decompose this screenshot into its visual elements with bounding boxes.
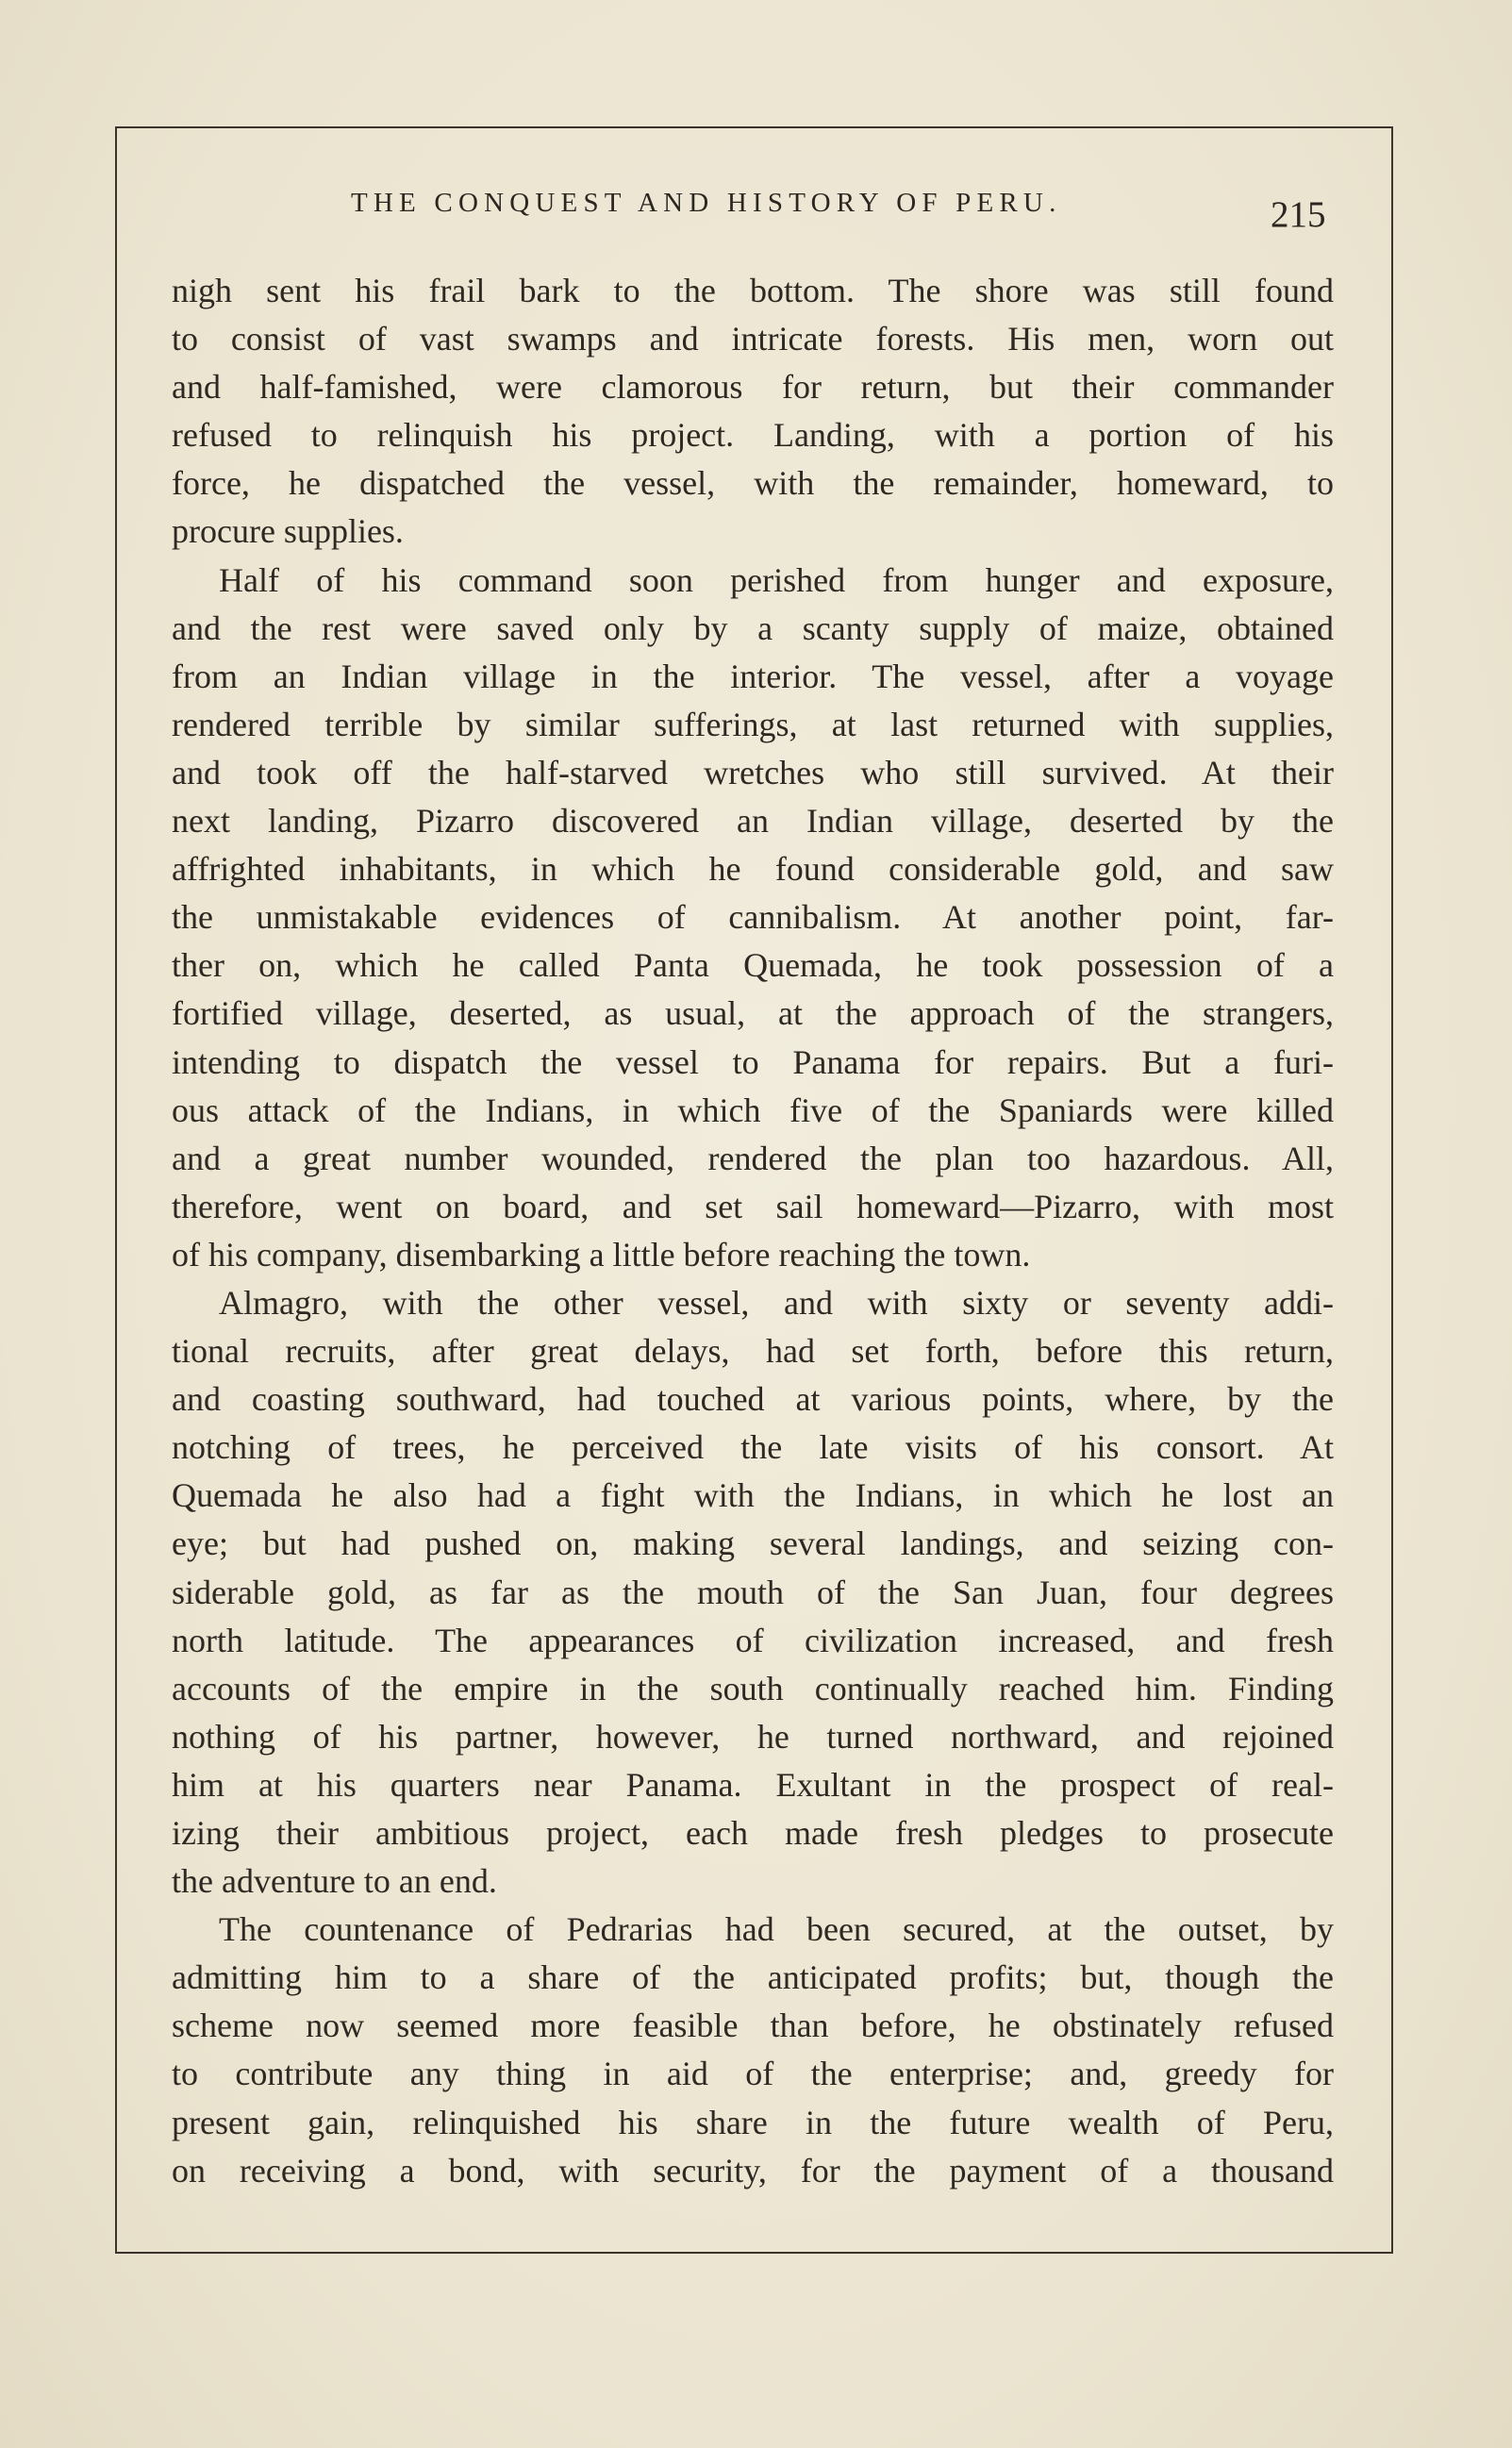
text-line: therefore, went on board, and set sail homeward—Pizarro, with most — [172, 1187, 1334, 1225]
text-line: affrighted inhabitants, in which he found considerable gold, and saw — [172, 850, 1334, 889]
text-line: and the rest were saved only by a scanty supply of maize, obtained — [172, 608, 1334, 647]
text-line: refused to relinquish his project. Landing, with a portion of his — [172, 416, 1334, 455]
paragraph-start-line: Almagro, with the other vessel, and with sixty or seventy addi- — [219, 1283, 1334, 1322]
text-line: nothing of his partner, however, he turned northward, and rejoined — [172, 1717, 1334, 1756]
text-line: ther on, which he called Panta Quemada, he took possession of a — [172, 946, 1334, 985]
text-line: next landing, Pizarro discovered an Indian village, deserted by the — [172, 802, 1334, 841]
text-line: siderable gold, as far as the mouth of the San Juan, four degrees — [172, 1573, 1334, 1611]
text-line: fortified village, deserted, as usual, at the approach of the strangers, — [172, 994, 1334, 1033]
text-line: accounts of the empire in the south continually reached him. Finding — [172, 1669, 1334, 1707]
text-line: the unmistakable evidences of cannibalism. At another point, far- — [172, 898, 1334, 937]
text-line: eye; but had pushed on, making several landings, and seizing con- — [172, 1524, 1334, 1563]
text-line: scheme now seemed more feasible than before, he obstinately refused — [172, 2007, 1334, 2045]
running-head — [0, 186, 1512, 233]
text-line: present gain, relinquished his share in the future wealth of Peru, — [172, 2103, 1334, 2141]
text-line: and half-famished, were clamorous for return, but their commander — [172, 368, 1334, 407]
text-line: procure supplies. — [172, 512, 404, 551]
text-line: Quemada he also had a fight with the Indians, in which he lost an — [172, 1476, 1334, 1515]
running-title: THE CONQUEST AND HISTORY OF PERU. — [351, 188, 1062, 218]
text-line: on receiving a bond, with security, for the payment of a thousand — [172, 2151, 1334, 2190]
text-line: of his company, disembarking a little before reaching the town. — [172, 1235, 1031, 1274]
text-line: notching of trees, he perceived the late visits of his consort. At — [172, 1428, 1334, 1467]
text-line: admitting him to a share of the anticipated profits; but, though the — [172, 1958, 1334, 1997]
body-text — [172, 267, 1334, 2195]
text-line: tional recruits, after great delays, had set forth, before this return, — [172, 1332, 1334, 1371]
text-line: izing their ambitious project, each made fresh pledges to prosecute — [172, 1814, 1334, 1852]
text-line: to consist of vast swamps and intricate forests. His men, worn out — [172, 320, 1334, 358]
text-line: rendered terrible by similar sufferings, at last returned with supplies, — [172, 705, 1334, 743]
text-line: and a great number wounded, rendered the plan too hazardous. All, — [172, 1139, 1334, 1177]
text-line: and took off the half-starved wretches who still survived. At their — [172, 753, 1334, 791]
paragraph-start-line: The countenance of Pedrarias had been secured, at the outset, by — [219, 1910, 1334, 1949]
text-line: him at his quarters near Panama. Exultant in the prospect of real- — [172, 1765, 1334, 1804]
page-number: 215 — [1271, 194, 1326, 235]
text-line: north latitude. The appearances of civilization increased, and fresh — [172, 1621, 1334, 1659]
text-line: the adventure to an end. — [172, 1862, 497, 1901]
text-line: and coasting southward, had touched at various points, where, by the — [172, 1380, 1334, 1419]
text-line: nigh sent his frail bark to the bottom. The shore was still found — [172, 272, 1334, 309]
text-line: from an Indian village in the interior. The vessel, after a voyage — [172, 657, 1334, 695]
text-line: force, he dispatched the vessel, with the remainder, homeward, to — [172, 464, 1334, 503]
text-line: to contribute any thing in aid of the enterprise; and, greedy for — [172, 2055, 1334, 2093]
text-line: ous attack of the Indians, in which five of the Spaniards were killed — [172, 1091, 1334, 1129]
text-line: intending to dispatch the vessel to Panama for repairs. But a furi- — [172, 1042, 1334, 1081]
paragraph-start-line: Half of his command soon perished from hunger and exposure, — [219, 560, 1334, 599]
